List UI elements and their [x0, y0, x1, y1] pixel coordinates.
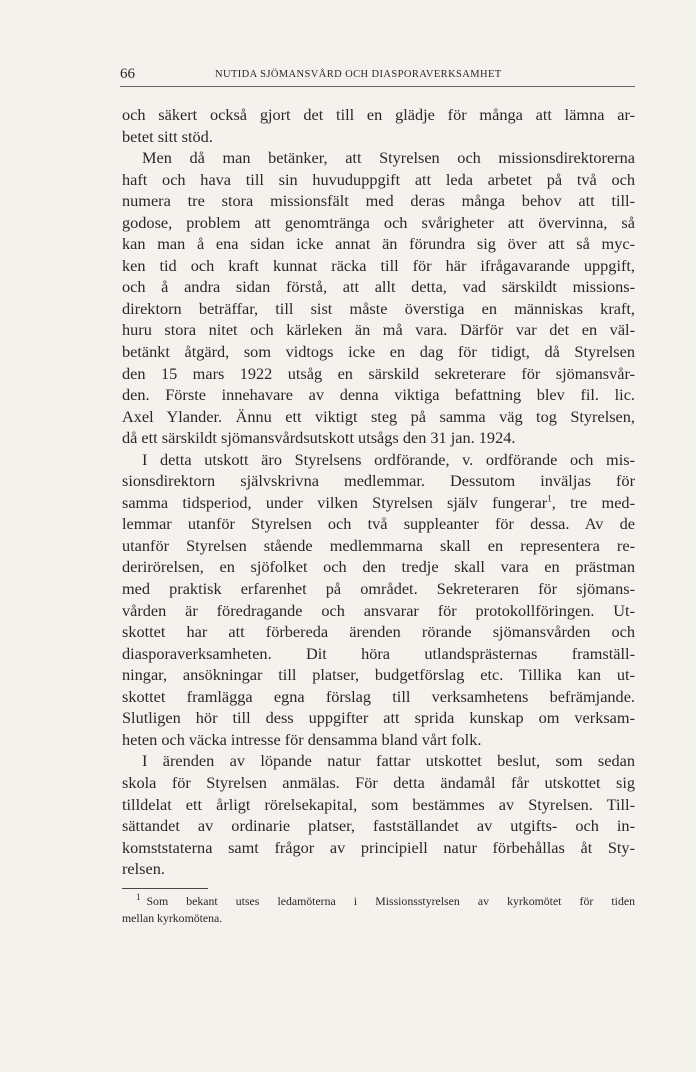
footnote-text: Som bekant utses ledamöterna i Missionsstyrelsen av kyrkomötet för tiden: [146, 894, 635, 908]
text-line: den 15 mars 1922 utsåg en särskild sekreterare för sjömansvår-: [122, 363, 635, 383]
text-line: diasporaverksamheten. Dit höra utlandsprästernas framställ-: [122, 643, 635, 663]
text-segment: samma tidsperiod, under vilken Styrelsen själv fungerar: [122, 492, 548, 512]
text-line: Slutligen hör till dess uppgifter att sprida kunskap om verksam-: [122, 708, 635, 728]
text-line: direktorn beträffar, till sist måste överstiga en människas kraft,: [122, 298, 635, 318]
text-line: kan man å ena sidan icke annat än förundra sig över att så myc-: [122, 234, 635, 254]
paragraph: [122, 449, 635, 751]
body-text: [122, 104, 635, 880]
text-line: lemmar utanför Styrelsen och två suppleanter för dessa. Av de: [122, 514, 635, 534]
footnote-line: [122, 893, 635, 910]
text-line: komststaterna samt frågor av principiell natur förbehållas åt Sty-: [122, 837, 635, 857]
text-segment: , tre med-: [551, 492, 635, 512]
text-line: sionsdirektorn självskrivna medlemmar. Dessutom inväljas för: [122, 471, 635, 491]
text-line: relsen.: [122, 859, 165, 879]
text-line: godose, problem att genomtränga och svårigheter att övervinna, så: [122, 212, 635, 232]
text-line: heten och väcka intresse för densamma bland vårt folk.: [122, 729, 482, 749]
text-line: derirörelsen, en sjöfolket och den tredje skall vara en prästman: [122, 557, 635, 577]
text-line: betänkt åtgärd, som vidtogs icke en dag för tidigt, då Styrelsen: [122, 342, 635, 362]
footnotes: [122, 893, 635, 927]
text-line: numera tre stora missionsfält med deras många behov att till-: [122, 191, 635, 211]
text-line: skottet framlägga egna förslag till verksamhetens befrämjande.: [122, 686, 635, 706]
text-line: tilldelat ett årligt rörelsekapital, som bestämmes av Styrelsen. Till-: [122, 794, 635, 814]
text-line: vården är föredragande och ansvarar för protokollföringen. Ut-: [122, 600, 635, 620]
text-line: I ärenden av löpande natur fattar utskottet beslut, som sedan: [142, 751, 635, 771]
text-line: den. Förste innehavare av denna viktiga befattning blev fil. lic.: [122, 385, 635, 405]
text-line: sättandet av ordinarie platser, fastställandet av utgifts- och in-: [122, 816, 635, 836]
text-line: skottet har att förbereda ärenden rörande sjömansvården och: [122, 622, 635, 642]
text-line: I detta utskott äro Styrelsens ordförande, v. ordförande och mis-: [142, 449, 635, 469]
running-title: NUTIDA SJÖMANSVÅRD OCH DIASPORAVERKSAMHET: [215, 69, 502, 80]
text-line: skola för Styrelsen anmälas. För detta ändamål får utskottet sig: [122, 772, 635, 792]
page-number: 66: [120, 66, 135, 82]
paragraph: [122, 147, 635, 449]
text-line: med praktisk erfarenhet på området. Sekreteraren för sjömans-: [122, 579, 635, 599]
footnote-divider: [122, 888, 208, 889]
paragraph: [122, 104, 635, 147]
text-line: huru stora nitet och kärleken än må vara. Därför var det en väl-: [122, 320, 635, 340]
text-line: utanför Styrelsen stående medlemmarna skall en representera re-: [122, 535, 635, 555]
text-line: då ett särskildt sjömansvårdsutskott utsågs den 31 jan. 1924.: [122, 428, 516, 448]
page-header: [120, 66, 635, 87]
text-line: ken tid och kraft kunnat räcka till för här ifrågavarande uppgift,: [122, 255, 635, 275]
text-line: ningar, ansökningar till platser, budgetförslag etc. Tillika kan ut-: [122, 665, 635, 685]
footnote-line: mellan kyrkomötena.: [122, 911, 223, 925]
text-line: Men då man betänker, att Styrelsen och missionsdirektorerna: [142, 148, 635, 168]
footnote-number: 1: [136, 892, 141, 903]
footnote-marker[interactable]: 1: [547, 493, 552, 504]
text-line: haft och hava till sin huvuduppgift att leda arbetet på två och: [122, 169, 635, 189]
text-line: och säkert också gjort det till en glädje för många att lämna ar-: [122, 105, 635, 124]
text-line: betet sitt stöd.: [122, 126, 213, 146]
text-line: [122, 492, 635, 514]
paragraph: [122, 750, 635, 879]
text-line: och å andra sidan förstå, att allt detta, vad särskildt missions-: [122, 277, 635, 297]
text-line: Axel Ylander. Ännu ett viktigt steg på samma väg tog Styrelsen,: [122, 406, 635, 426]
